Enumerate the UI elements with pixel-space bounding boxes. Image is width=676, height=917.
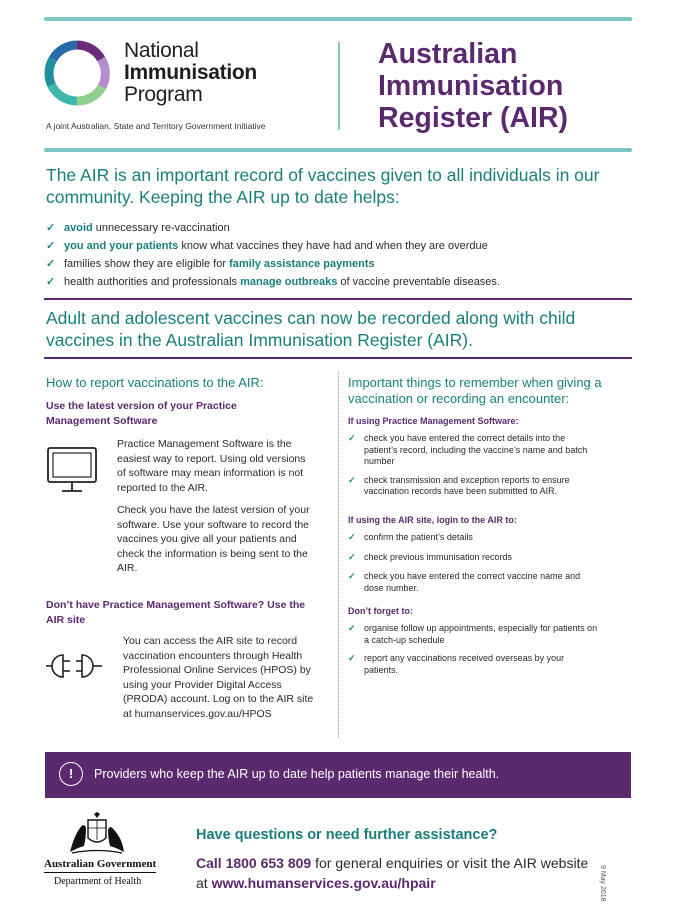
check-icon: ✓: [348, 433, 356, 443]
pms-checklist-section: [348, 415, 638, 505]
benefit-item: ✓ avoid unnecessary re-vaccination: [46, 219, 646, 237]
benefit-item: ✓ health authorities and professionals manage outbreaks of vaccine preventable diseases.: [46, 273, 646, 291]
title-line3: Register (AIR): [378, 102, 569, 134]
publish-date: 9 May 2018: [599, 865, 606, 902]
checklist-item: ✓ check you have entered the correct vaccine name and dose number.: [348, 571, 581, 593]
air-site-body: You can access the AIR site to record vaccination encounters through Health Professional Online Services (HPOS) by using your Provider Digital Access (PRODA) account. Log on to the AIR site at humanservices.gov.au/HPOS: [123, 635, 314, 720]
left-heading: How to report vaccinations to the AIR:: [46, 375, 264, 390]
nip-line2: Immunisation: [124, 61, 257, 84]
air-site-heading: Don’t have Practice Management Software? Use the AIR site: [46, 599, 306, 626]
dont-forget-section: [348, 605, 638, 683]
nip-subtitle: A joint Australian, State and Territory Government Initiative: [46, 121, 266, 131]
pms-checklist: [348, 433, 638, 498]
check-icon: ✓: [348, 551, 356, 562]
phone-number[interactable]: Call 1800 653 809: [196, 855, 312, 871]
dont-forget-heading: Don’t forget to:: [348, 606, 413, 616]
header-divider: [338, 42, 340, 130]
page-title: [378, 38, 568, 134]
top-rule: [44, 17, 632, 21]
nip-line3: Program: [124, 83, 203, 106]
air-site-checklist-section: [348, 514, 638, 601]
intro-text: The AIR is an important record of vaccines given to all individuals in our community. Keeping the AIR up to date helps:: [46, 165, 600, 207]
coat-of-arms-icon: [64, 812, 130, 856]
pms-heading: Use the latest version of your Practice Management Software: [46, 400, 237, 427]
checklist-item: ✓ check previous immunisation records: [348, 551, 513, 562]
checklist-item: ✓ organise follow up appointments, especially for patients on a catch-up schedule: [348, 623, 598, 645]
check-icon: ✓: [46, 276, 56, 288]
header-bottom-rule: [44, 148, 632, 152]
help-question: Have questions or need further assistance?: [196, 827, 498, 843]
contact-mid: for general enquiries or visit the AIR website at: [196, 855, 589, 891]
checklist-item: ✓ report any vaccinations received overseas by your patients.: [348, 653, 565, 675]
gov-name: Australian Government: [44, 858, 157, 870]
alert-icon: !: [59, 762, 83, 786]
website-link[interactable]: www.humanservices.gov.au/hpair: [211, 875, 436, 891]
adult-notice: Adult and adolescent vaccines can now be recorded along with child vaccines in the Australian Immunisation Register (AIR).: [46, 308, 576, 350]
check-icon: ✓: [348, 474, 356, 485]
contact-text: [196, 853, 596, 893]
intro-divider: [44, 298, 632, 300]
air-site-checklist: [348, 532, 638, 594]
nip-wordmark: [124, 40, 257, 106]
checklist-item: ✓ check you have entered the correct details into the patient’s record, including the vaccine’s name and batch number: [348, 433, 588, 466]
benefits-list: [46, 219, 646, 291]
plug-connector-icon: [46, 651, 102, 681]
right-heading: Important things to remember when giving a vaccination or recording an encounter:: [348, 375, 602, 406]
benefit-item: ✓ families show they are eligible for family assistance payments: [46, 255, 646, 273]
pms-para2: Check you have the latest version of your software. Use your software to record the vaccines you give all your patients and check the information is being sent to the AIR.: [117, 504, 310, 574]
column-divider: [338, 372, 339, 737]
air-site-checklist-heading: If using the AIR site, login to the AIR to:: [348, 515, 517, 525]
pms-para1: Practice Management Software is the easiest way to report. Using old versions of software may mean information is not reported to the AIR.: [117, 438, 306, 494]
dont-forget-list: [348, 623, 638, 676]
check-icon: ✓: [348, 623, 356, 633]
banner-text: Providers who keep the AIR up to date help patients manage their health.: [94, 767, 500, 781]
checklist-item: ✓ check transmission and exception reports to ensure vaccination records have been submitted to AIR.: [348, 474, 570, 496]
pms-body: [117, 437, 317, 584]
check-icon: ✓: [348, 571, 356, 581]
check-icon: ✓: [46, 222, 56, 234]
title-line2: Immunisation: [378, 70, 564, 102]
gov-rule: [44, 872, 156, 873]
check-icon: ✓: [348, 653, 356, 663]
nip-ring-logo: [44, 40, 110, 106]
check-icon: ✓: [46, 258, 56, 270]
check-icon: ✓: [46, 240, 56, 252]
title-line1: Australian: [378, 38, 518, 70]
department-name: Department of Health: [54, 876, 142, 887]
adult-divider: [44, 357, 632, 359]
checklist-item: ✓ confirm the patient’s details: [348, 532, 473, 542]
benefit-item: ✓ you and your patients know what vaccines they have had and when they are overdue: [46, 237, 646, 255]
pms-checklist-heading: If using Practice Management Software:: [348, 416, 519, 426]
monitor-icon: [46, 446, 98, 494]
check-icon: ✓: [348, 532, 356, 542]
nip-line1: National: [124, 39, 199, 62]
